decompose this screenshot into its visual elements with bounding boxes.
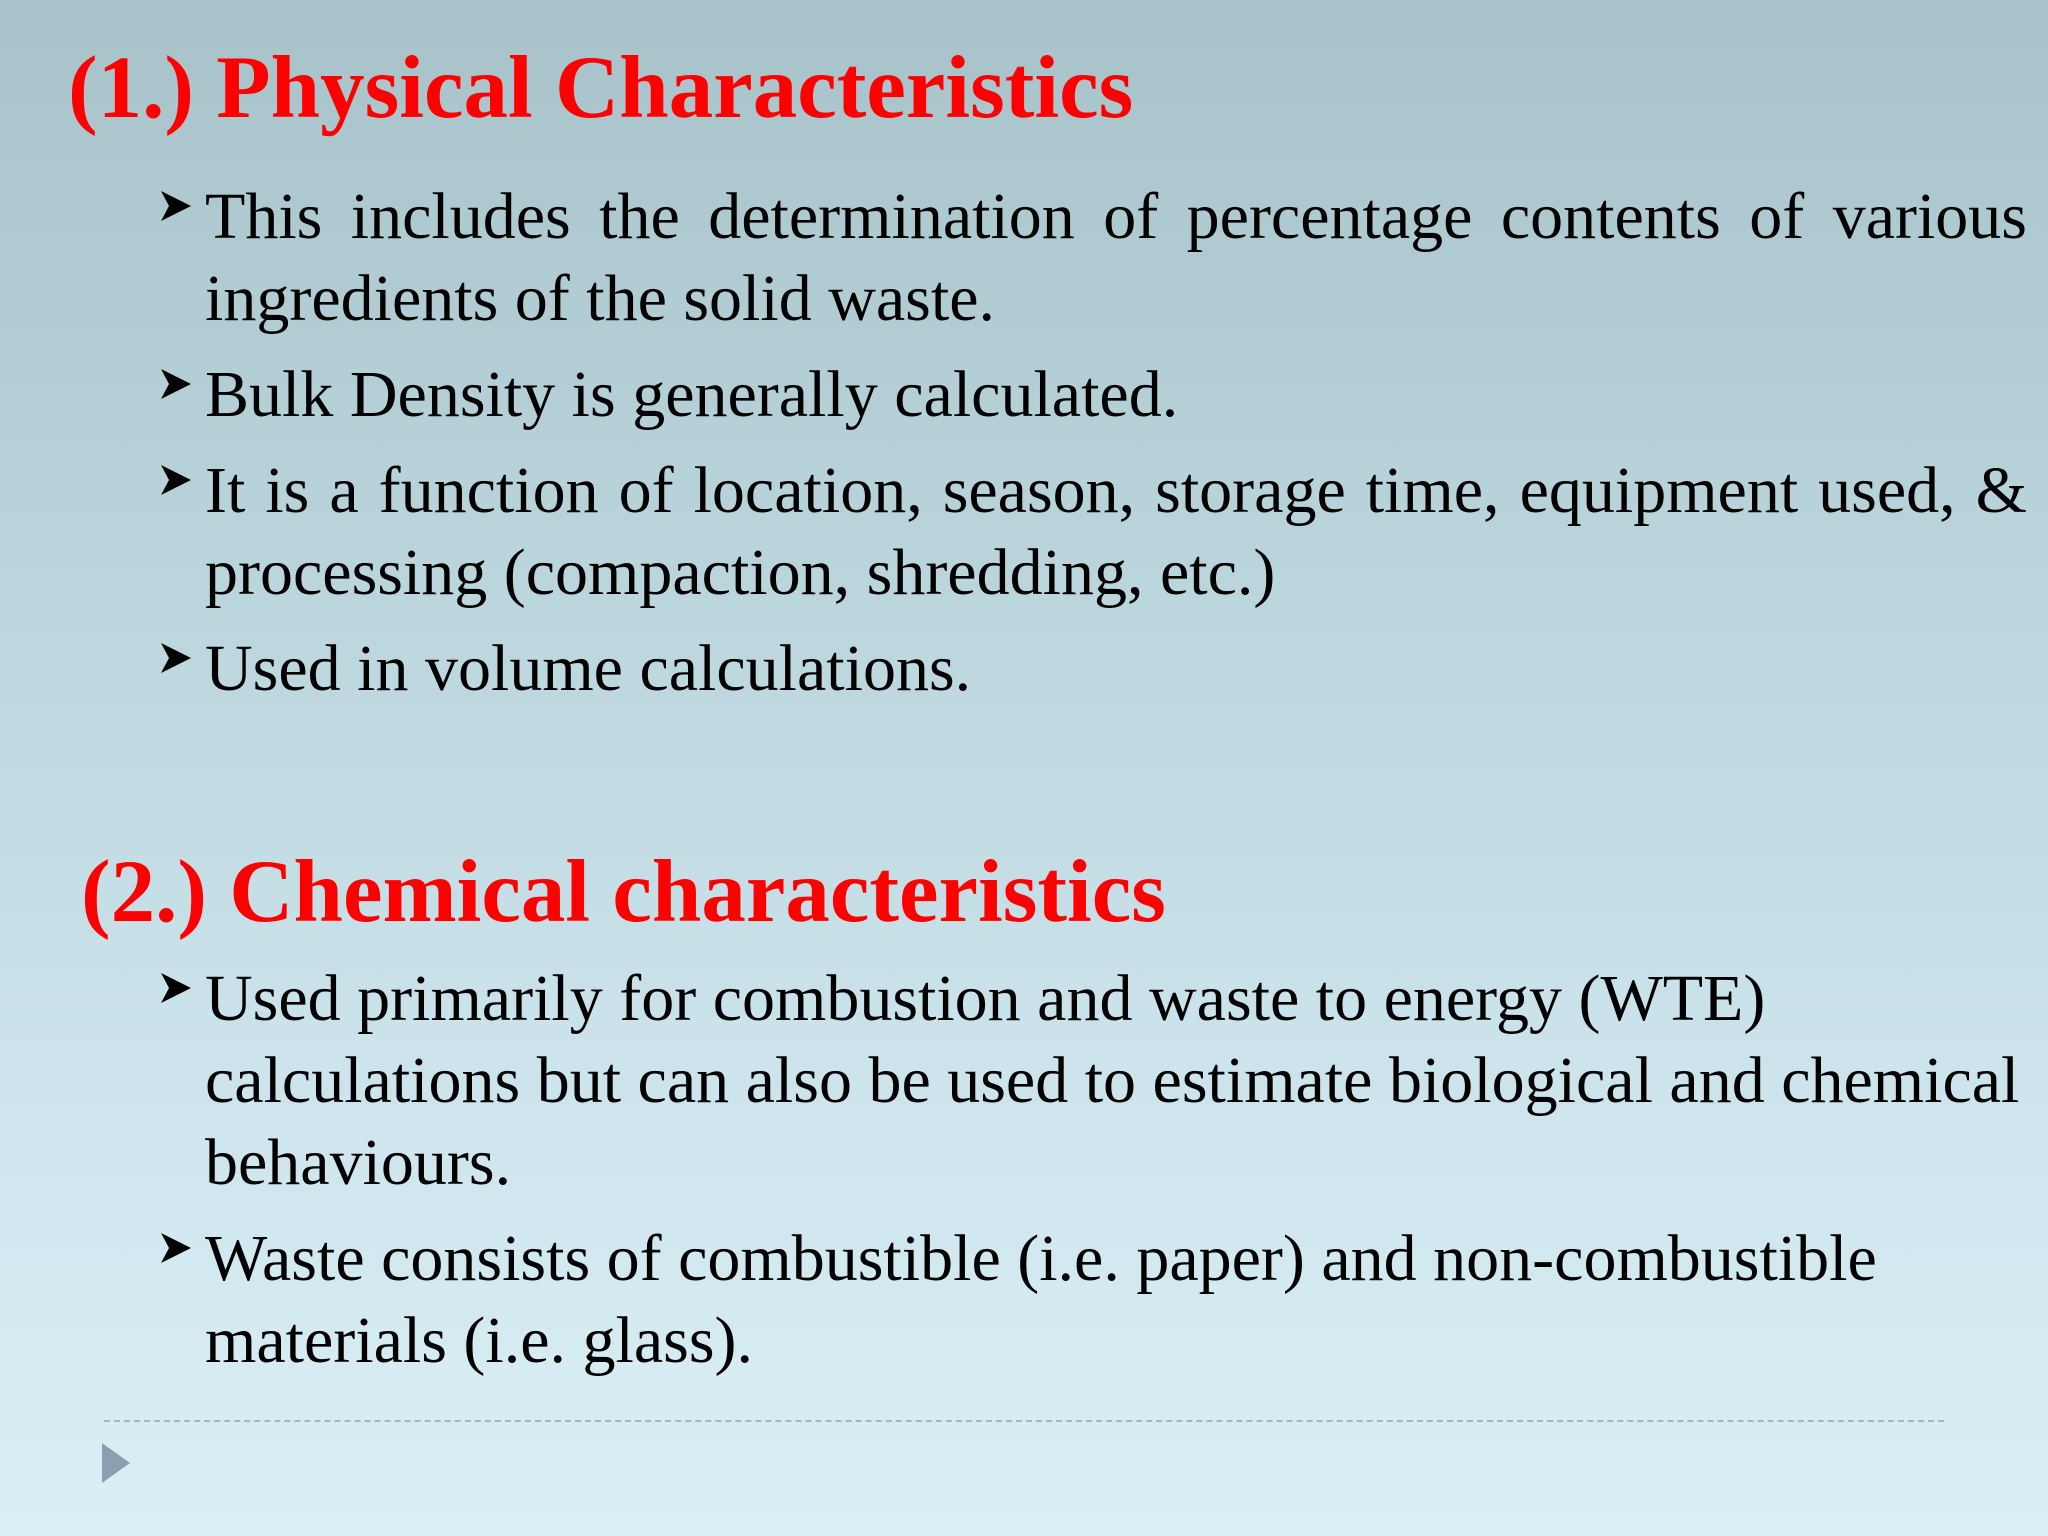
footer-divider bbox=[104, 1420, 1944, 1422]
bullet-text: Waste consists of combustible (i.e. paper) and non-combustible materials (i.e. glass). bbox=[205, 1222, 1877, 1377]
bullet-text: This includes the determination of percentage contents of various ingredients of the solid waste. bbox=[205, 180, 2027, 335]
bullet-text: Used primarily for combustion and waste to energy (WTE) calculations but can also be used to estimate biological and chemical behaviours. bbox=[205, 962, 2020, 1199]
bullet-text: Used in volume calculations. bbox=[205, 632, 972, 705]
section-2-bullet-list bbox=[157, 958, 2027, 1396]
arrow-bullet-icon bbox=[157, 639, 195, 677]
arrow-bullet-icon bbox=[157, 365, 195, 403]
bullet-item bbox=[157, 450, 2027, 614]
bullet-item bbox=[157, 1218, 2027, 1382]
play-triangle-icon[interactable] bbox=[100, 1441, 132, 1485]
arrow-bullet-icon bbox=[157, 461, 195, 499]
arrow-bullet-icon bbox=[157, 187, 195, 225]
bullet-item bbox=[157, 354, 2027, 436]
bullet-item bbox=[157, 628, 2027, 710]
section-1-title: (1.) Physical Characteristics bbox=[68, 39, 1134, 137]
bullet-item bbox=[157, 958, 2027, 1204]
bullet-text: It is a function of location, season, storage time, equipment used, & processing (compaction, shredding, etc.) bbox=[205, 454, 2027, 609]
section-1-bullet-list bbox=[157, 176, 2027, 724]
section-2-title: (2.) Chemical characteristics bbox=[81, 843, 1166, 941]
arrow-bullet-icon bbox=[157, 969, 195, 1007]
arrow-bullet-icon bbox=[157, 1229, 195, 1267]
bullet-text: Bulk Density is generally calculated. bbox=[205, 358, 1179, 431]
bullet-item bbox=[157, 176, 2027, 340]
